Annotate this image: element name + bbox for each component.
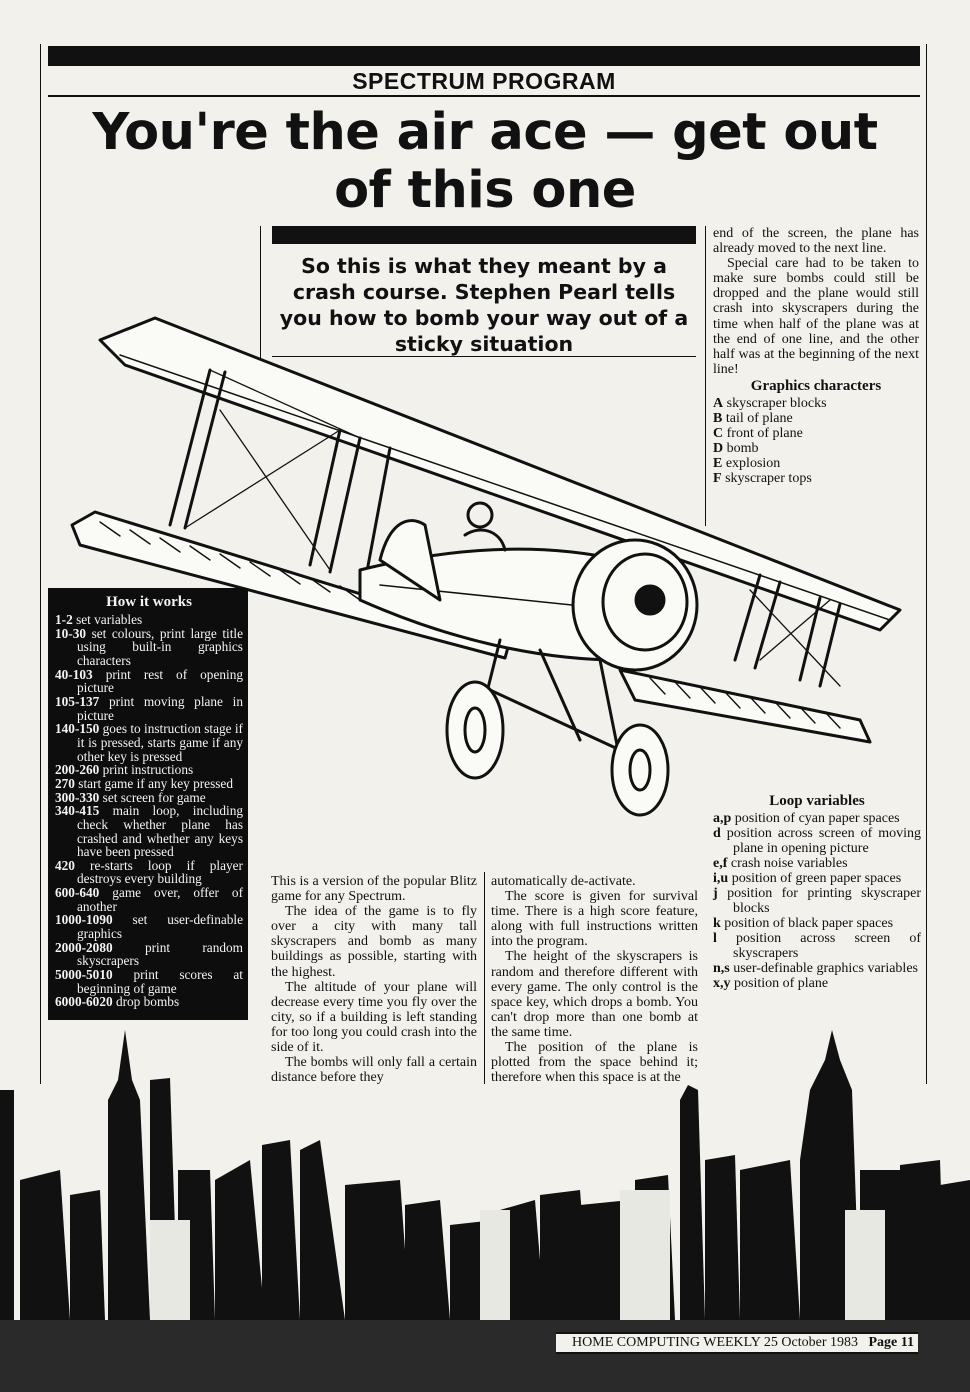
how-it-works-title: How it works: [106, 594, 192, 610]
loop-variables-list: [713, 811, 921, 991]
footer: [556, 1333, 918, 1353]
list-item: d position across screen of moving plane in opening picture: [713, 826, 922, 857]
paragraph: The bombs will only fall a certain distance before they: [271, 1055, 477, 1086]
list-item: l position across screen of skyscrapers: [713, 931, 921, 962]
body-column-3: [713, 226, 919, 486]
loop-variables-title: Loop variables: [769, 793, 865, 809]
list-item: a,p position of cyan paper spaces: [713, 811, 900, 827]
list-item: 200-260 print instructions: [55, 762, 194, 778]
page-number: Page 11: [868, 1335, 914, 1350]
list-item: 6000-6020 drop bombs: [55, 994, 180, 1010]
column-divider: [705, 226, 706, 526]
list-item: 40-103 print rest of opening picture: [55, 666, 244, 696]
list-item: 1-2 set variables: [55, 612, 143, 627]
paragraph: automatically de-activate.: [491, 874, 636, 889]
paragraph: The altitude of your plane will decrease every time you fly over the city, so if a building is left standing for too long you could crash into the side of it.: [271, 979, 477, 1056]
paragraph: The position of the plane is plotted from the space behind it; therefore when this space is at the: [491, 1040, 698, 1086]
list-item: E explosion: [713, 456, 781, 472]
list-item: n,s user-definable graphics variables: [713, 961, 918, 977]
list-item: B tail of plane: [713, 411, 793, 427]
publication-line: HOME COMPUTING WEEKLY 25 October 1983: [572, 1335, 858, 1350]
list-item: D bomb: [713, 441, 759, 457]
paragraph: The height of the skyscrapers is random and therefore different with every game. The only control is the space key, which drops a bomb. You can't drop more than one bomb at the same time.: [491, 949, 698, 1040]
list-item: e,f crash noise variables: [713, 856, 848, 872]
paragraph: The score is given for survival time. There is a high score feature, along with full instructions written into the program.: [491, 889, 698, 950]
list-item: C front of plane: [713, 426, 803, 442]
kicker-underline: [48, 95, 920, 97]
list-item: j position for printing skyscraper blocks: [713, 886, 921, 917]
list-item: 5000-5010 print scores at beginning of game: [55, 967, 243, 996]
paragraph: Special care had to be taken to make sure bombs could still be dropped and the plane would still crash into skyscrapers during the time when half of the plane was at the end of one line, and the other half was at the beginning of the next line!: [713, 256, 919, 377]
graphics-characters-list: [713, 396, 919, 486]
page-left-rule: [40, 44, 41, 1084]
list-item: 10-30 set colours, print large title using built-in graphics characters: [55, 625, 243, 668]
section-kicker: SPECTRUM PROGRAM: [352, 68, 616, 94]
standfirst: So this is what they meant by a crash course. Stephen Pearl tells you how to bomb your way out of a sticky situation: [279, 254, 689, 356]
list-item: 420 re-starts loop if player destroys every building: [55, 857, 243, 887]
list-item: 340-415 main loop, including check whether plane has crashed and whether any keys have been pressed: [55, 803, 243, 860]
list-item: 140-150 goes to instruction stage if it is pressed, starts game if any other key is pressed: [55, 721, 243, 764]
how-it-works-box: [48, 588, 248, 1020]
list-item: 300-330 set screen for game: [55, 789, 206, 805]
list-item: 2000-2080 print random skyscrapers: [55, 939, 244, 969]
standfirst-bar: [272, 226, 696, 244]
paragraph: end of the screen, the plane has already moved to the next line.: [713, 226, 919, 257]
paragraph: This is a version of the popular Blitz game for any Spectrum.: [271, 874, 477, 905]
top-black-bar: [48, 46, 920, 66]
paragraph: The idea of the game is to fly over a city with many tall skyscrapers and bomb as many buildings as possible, starting with the highest.: [271, 904, 477, 980]
headline: You're the air ace — get out of this one: [92, 103, 878, 220]
graphics-characters-title: Graphics characters: [750, 377, 882, 394]
page-right-rule: [926, 44, 927, 1084]
list-item: 600-640 game over, offer of another: [55, 885, 244, 914]
list-item: 1000-1090 set user-definable graphics: [55, 912, 243, 942]
list-item: k position of black paper spaces: [713, 916, 894, 932]
list-item: A skyscraper blocks: [713, 396, 827, 412]
list-item: x,y position of plane: [713, 976, 829, 992]
how-it-works-list: [55, 613, 243, 1009]
list-item: 105-137 print moving plane in picture: [55, 693, 243, 723]
list-item: i,u position of green paper spaces: [713, 871, 902, 887]
list-item: F skyscraper tops: [713, 471, 812, 487]
list-item: 270 start game if any key pressed: [55, 775, 233, 791]
loop-variables-column: [713, 792, 921, 991]
